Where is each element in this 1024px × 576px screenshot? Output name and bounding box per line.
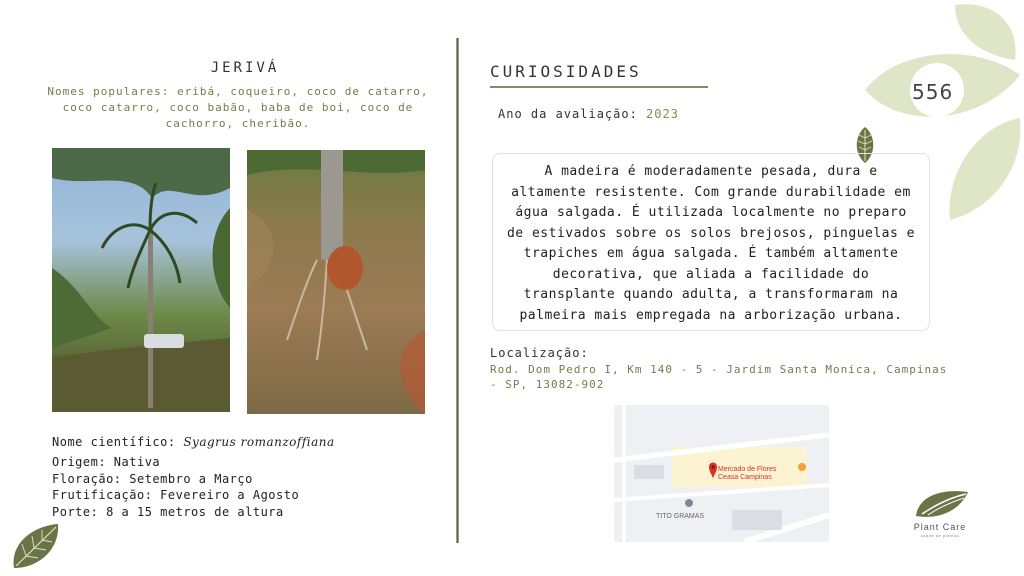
palm-tree-photo [52, 148, 230, 412]
palm-trunk-photo [247, 150, 425, 414]
page-number: 556 [912, 80, 954, 104]
title-underline [490, 85, 708, 89]
map-other-label: TITO GRAMAS [656, 513, 705, 520]
plant-care-logo-icon [914, 488, 970, 520]
year-value: 2023 [646, 107, 679, 121]
map-poi-grey-icon [685, 499, 693, 507]
fruiting-text: Frutificação: Fevereiro a Agosto [52, 488, 300, 502]
popular-names: Nomes populares: eribá, coqueiro, coco de catarro, coco catarro, coco babão, baba de boi, coco de cachorro, cheribão. [47, 85, 429, 130]
scientific-name: Syagrus romanzoffiana [183, 435, 335, 449]
brand-tagline: saúde de plantas [920, 533, 960, 538]
scientific-label: Nome científico: [52, 435, 184, 449]
map-poi-icon [798, 463, 806, 471]
brand-name: Plant Care [913, 522, 967, 532]
year-label: Ano da avaliação: [498, 107, 647, 121]
scientific-name-line [52, 434, 335, 451]
plant-title: JERIVÁ [210, 60, 280, 76]
flowering-text: Floração: Setembro a Março [52, 471, 253, 486]
curiosidades-title: CURIOSIDADES [490, 62, 642, 81]
origin-text: Origem: Nativa [52, 455, 161, 469]
map-pin-label [718, 466, 776, 482]
location-address: Rod. Dom Pedro I, Km 140 - 5 - Jardim Santa Monica, Campinas - SP, 13082-902 [490, 363, 948, 391]
map-pin-line1: Mercado de Flores [718, 466, 777, 473]
leaf-icon [10, 522, 62, 570]
size-text: Porte: 8 a 15 metros de altura [52, 504, 284, 519]
location-label: Localização: [490, 346, 589, 360]
location-map[interactable] [614, 405, 829, 542]
plant-facts [52, 454, 299, 520]
evaluation-year [498, 107, 679, 121]
map-pin-line2: Ceasa Campinas [718, 474, 772, 481]
curiosidades-text-box: A madeira é moderadamente pesada, dura e altamente resistente. Com grande durabilidade em água salgada. É utilizada localmente no preparo de estivados sobre os solos brejosos, pinguelas e trapiches em água salgada. É também altamente decorativa, que aliada a facilidade do transplante quando adulta, a transformaram na palmeira mais empregada na arborização urbana. [492, 153, 930, 331]
column-divider [456, 38, 459, 543]
